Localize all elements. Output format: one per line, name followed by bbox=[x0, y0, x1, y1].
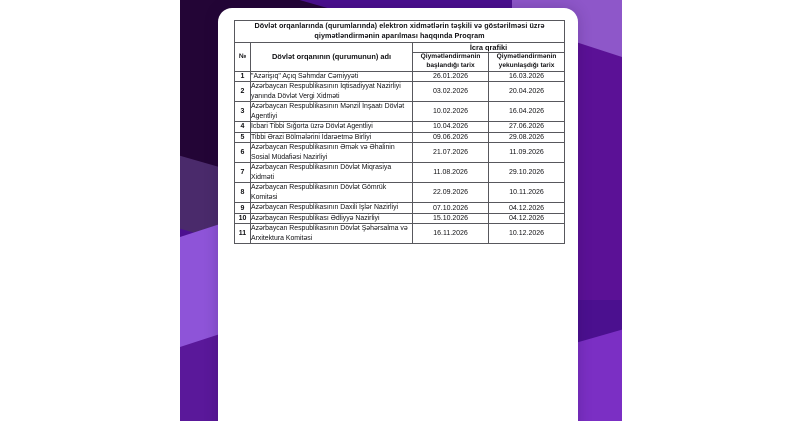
row-end-date: 29.10.2026 bbox=[489, 163, 565, 183]
row-start-date: 22.09.2026 bbox=[413, 183, 489, 203]
row-end-date: 29.08.2026 bbox=[489, 132, 565, 143]
table-row bbox=[235, 213, 565, 224]
header-number: № bbox=[235, 42, 251, 71]
row-start-date: 21.07.2026 bbox=[413, 143, 489, 163]
row-end-date: 11.09.2026 bbox=[489, 143, 565, 163]
table-row bbox=[235, 203, 565, 214]
row-start-date: 16.11.2026 bbox=[413, 224, 489, 244]
row-organization: Azərbaycan Respublikasının Daxili İşlər Nazirliyi bbox=[251, 203, 413, 214]
table-row bbox=[235, 183, 565, 203]
row-organization: Azərbaycan Respublikası Ədliyyə Nazirliyi bbox=[251, 213, 413, 224]
table-row bbox=[235, 122, 565, 133]
row-start-date: 10.04.2026 bbox=[413, 122, 489, 133]
header-start-date: Qiymətləndirmənin başlandığı tarix bbox=[413, 52, 489, 71]
row-start-date: 26.01.2026 bbox=[413, 71, 489, 82]
row-organization: Azərbaycan Respublikasının Mənzil İnşaatı Dövlət Agentliyi bbox=[251, 102, 413, 122]
row-organization: Azərbaycan Respublikasının Dövlət Şəhərsalma və Arxitektura Komitəsi bbox=[251, 224, 413, 244]
table-row bbox=[235, 163, 565, 183]
row-number: 4 bbox=[235, 122, 251, 133]
document-title: Dövlət orqanlarında (qurumlarında) elektron xidmətlərin təşkili və göstərilməsi üzrə qiymətləndirmənin aparılması haqqında Proqram bbox=[235, 21, 565, 43]
row-organization: "Azərişıq" Açıq Səhmdar Cəmiyyəti bbox=[251, 71, 413, 82]
header-end-date: Qiymətləndirmənin yekunlaşdığı tarix bbox=[489, 52, 565, 71]
table-row bbox=[235, 71, 565, 82]
row-number: 6 bbox=[235, 143, 251, 163]
row-organization: Azərbaycan Respublikasının Dövlət Gömrük Komitəsi bbox=[251, 183, 413, 203]
row-end-date: 04.12.2026 bbox=[489, 213, 565, 224]
row-end-date: 10.12.2026 bbox=[489, 224, 565, 244]
row-end-date: 27.06.2026 bbox=[489, 122, 565, 133]
row-number: 1 bbox=[235, 71, 251, 82]
table-row bbox=[235, 132, 565, 143]
row-start-date: 15.10.2026 bbox=[413, 213, 489, 224]
row-start-date: 03.02.2026 bbox=[413, 82, 489, 102]
row-start-date: 11.08.2026 bbox=[413, 163, 489, 183]
row-start-date: 10.02.2026 bbox=[413, 102, 489, 122]
table-row bbox=[235, 82, 565, 102]
program-schedule-table bbox=[234, 20, 565, 244]
row-organization: Azərbaycan Respublikasının Dövlət Miqrasiya Xidməti bbox=[251, 163, 413, 183]
header-organization: Dövlət orqanının (qurumunun) adı bbox=[251, 42, 413, 71]
row-end-date: 16.03.2026 bbox=[489, 71, 565, 82]
row-start-date: 09.06.2026 bbox=[413, 132, 489, 143]
row-number: 5 bbox=[235, 132, 251, 143]
row-end-date: 10.11.2026 bbox=[489, 183, 565, 203]
row-number: 2 bbox=[235, 82, 251, 102]
row-number: 9 bbox=[235, 203, 251, 214]
row-number: 7 bbox=[235, 163, 251, 183]
row-organization: Azərbaycan Respublikasının İqtisadiyyat Nazirliyi yanında Dövlət Vergi Xidməti bbox=[251, 82, 413, 102]
row-end-date: 04.12.2026 bbox=[489, 203, 565, 214]
table-title-row bbox=[235, 21, 565, 43]
row-start-date: 07.10.2026 bbox=[413, 203, 489, 214]
row-end-date: 16.04.2026 bbox=[489, 102, 565, 122]
row-number: 3 bbox=[235, 102, 251, 122]
row-organization: Azərbaycan Respublikasının Əmək və Əhalinin Sosial Müdafiəsi Nazirliyi bbox=[251, 143, 413, 163]
row-organization: İcbari Tibbi Sığorta üzrə Dövlət Agentliyi bbox=[251, 122, 413, 133]
row-end-date: 20.04.2026 bbox=[489, 82, 565, 102]
table-row bbox=[235, 224, 565, 244]
header-schedule: İcra qrafiki bbox=[413, 42, 565, 52]
row-number: 10 bbox=[235, 213, 251, 224]
table-row bbox=[235, 102, 565, 122]
row-number: 8 bbox=[235, 183, 251, 203]
document-card bbox=[218, 8, 578, 421]
table-row bbox=[235, 143, 565, 163]
table-header-row-1 bbox=[235, 42, 565, 52]
row-organization: Tibbi Ərazi Bölmələrini İdarəetmə Birliyi bbox=[251, 132, 413, 143]
row-number: 11 bbox=[235, 224, 251, 244]
